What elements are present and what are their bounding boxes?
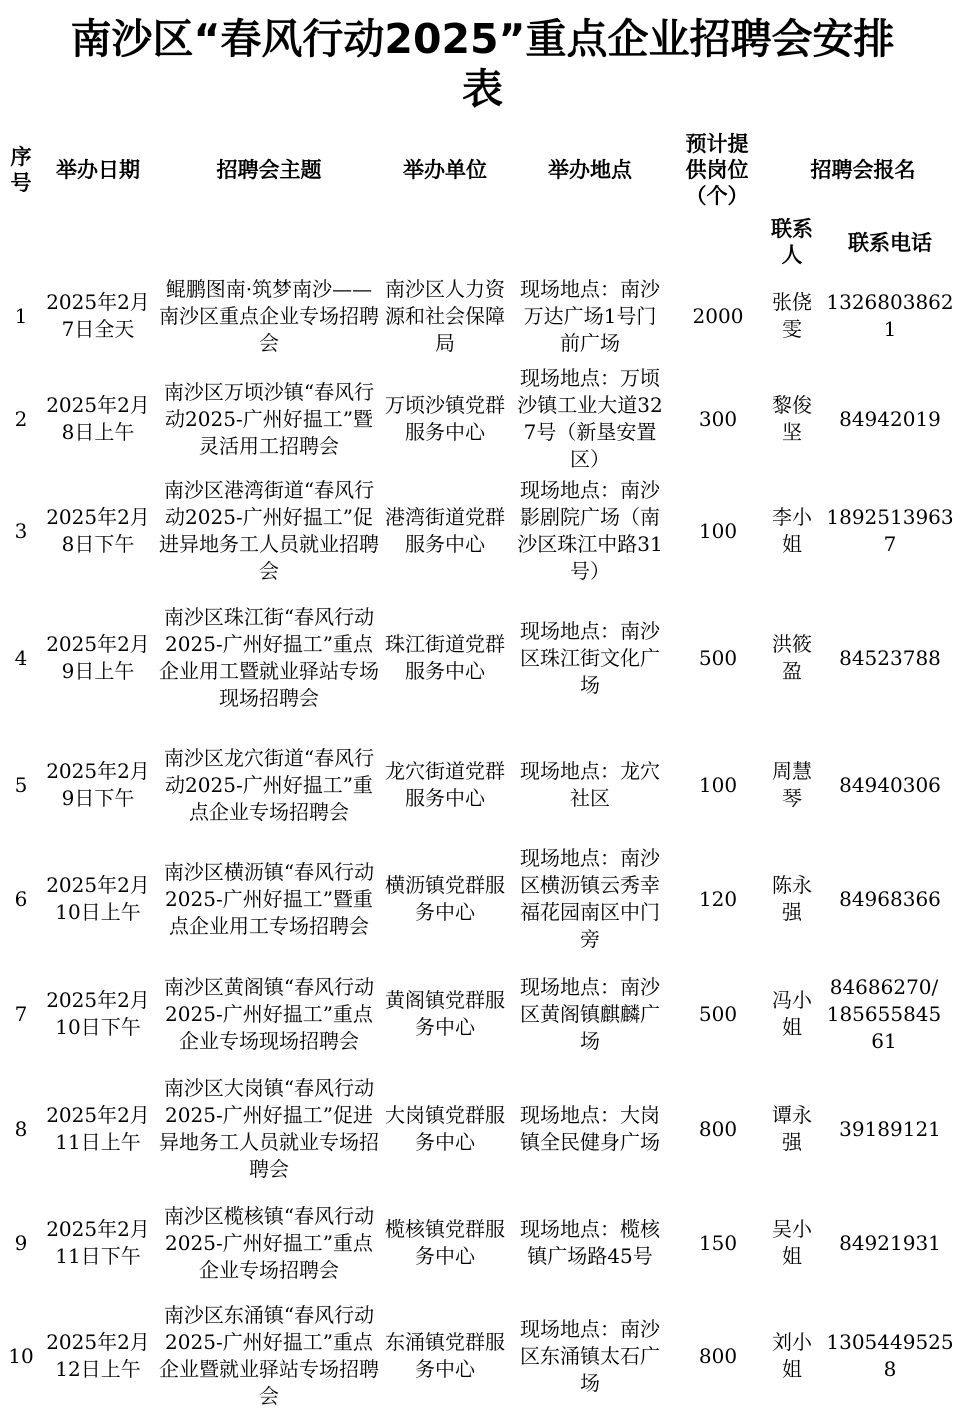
cell-phone: 13268038621	[826, 290, 954, 341]
cell-positions: 800	[698, 1116, 738, 1141]
cell-location: 现场地点：南沙区横沥镇云秀幸福花园南区中门旁	[520, 846, 660, 951]
cell-seq: 9	[14, 1230, 28, 1255]
cell-org: 港湾街道党群服务中心	[385, 505, 505, 556]
cell-location: 现场地点：南沙区黄阁镇麒麟广场	[520, 974, 660, 1053]
cell-theme: 南沙区横沥镇“春风行动2025-广州好揾工”暨重点企业用工专场招聘会	[163, 859, 375, 938]
cell-theme: 南沙区黄阁镇“春风行动2025-广州好揾工”重点企业专场现场招聘会	[163, 974, 375, 1053]
cell-seq: 7	[14, 1001, 28, 1026]
header-positions: 预计提供岗位（个）	[685, 132, 749, 208]
cell-positions: 800	[698, 1343, 738, 1368]
cell-positions: 150	[698, 1230, 738, 1255]
cell-seq: 10	[8, 1343, 34, 1368]
cell-org: 榄核镇党群服务中心	[385, 1217, 505, 1268]
cell-location: 现场地点：南沙影剧院广场（南沙区珠江中路31号）	[517, 478, 663, 583]
cell-org: 南沙区人力资源和社会保障局	[385, 276, 505, 355]
cell-positions: 100	[698, 518, 738, 543]
cell-theme: 鲲鹏图南·筑梦南沙——南沙区重点企业专场招聘会	[159, 276, 379, 355]
cell-phone: 84523788	[839, 645, 941, 670]
cell-date: 2025年2月10日下午	[46, 988, 150, 1039]
cell-contact: 黎俊坚	[772, 393, 812, 444]
cell-theme: 南沙区万顷沙镇“春风行动2025-广州好揾工”暨灵活用工招聘会	[163, 379, 375, 458]
cell-location: 现场地点：南沙万达广场1号门前广场	[520, 276, 660, 355]
cell-seq: 6	[14, 886, 28, 911]
cell-org: 龙穴街道党群服务中心	[385, 759, 505, 810]
header-theme: 招聘会主题	[216, 158, 322, 182]
cell-contact: 冯小姐	[772, 988, 812, 1039]
cell-positions: 300	[698, 406, 738, 431]
cell-contact: 陈永强	[772, 873, 812, 924]
cell-org: 黄阁镇党群服务中心	[385, 988, 505, 1039]
cell-contact: 刘小姐	[772, 1330, 812, 1381]
cell-positions: 120	[698, 886, 738, 911]
cell-org: 珠江街道党群服务中心	[385, 632, 505, 683]
cell-location: 现场地点：龙穴社区	[520, 759, 660, 810]
header-contact: 联系人	[771, 217, 813, 267]
header-org: 举办单位	[403, 158, 487, 182]
cell-phone: 13054495258	[826, 1330, 954, 1381]
cell-theme: 南沙区东涌镇“春风行动2025-广州好揾工”重点企业暨就业驿站专场招聘会	[159, 1303, 379, 1408]
cell-contact: 谭永强	[772, 1103, 812, 1154]
header-date: 举办日期	[56, 158, 140, 182]
cell-location: 现场地点：榄核镇广场路45号	[520, 1217, 660, 1268]
header-phone: 联系电话	[848, 231, 932, 255]
cell-location: 现场地点：南沙区珠江街文化广场	[520, 618, 660, 697]
cell-date: 2025年2月8日上午	[46, 393, 150, 444]
cell-theme: 南沙区大岗镇“春风行动2025-广州好揾工”促进异地务工人员就业专场招聘会	[159, 1076, 379, 1181]
page-title-line-2: 表	[462, 65, 503, 113]
cell-contact: 吴小姐	[772, 1217, 812, 1268]
cell-theme: 南沙区港湾街道“春风行动2025-广州好揾工”促进异地务工人员就业招聘会	[159, 478, 379, 583]
cell-seq: 2	[14, 406, 28, 431]
cell-contact: 张侥雯	[772, 290, 812, 341]
cell-phone: 84940306	[839, 772, 941, 797]
cell-positions: 500	[698, 1001, 738, 1026]
cell-date: 2025年2月7日全天	[46, 290, 150, 341]
cell-location: 现场地点：万顷沙镇工业大道327号（新垦安置区）	[517, 366, 663, 471]
page-title	[0, 14, 965, 114]
cell-date: 2025年2月10日上午	[46, 873, 150, 924]
cell-contact: 周慧琴	[772, 759, 812, 810]
cell-theme: 南沙区珠江街“春风行动2025-广州好揾工”重点企业用工暨就业驿站专场现场招聘会	[159, 605, 379, 710]
header-signup: 招聘会报名	[810, 158, 916, 182]
cell-location: 现场地点：南沙区东涌镇太石广场	[520, 1316, 660, 1395]
cell-positions: 500	[698, 645, 738, 670]
cell-seq: 4	[14, 645, 28, 670]
cell-phone: 84968366	[839, 886, 941, 911]
cell-date: 2025年2月11日下午	[46, 1217, 150, 1268]
cell-date: 2025年2月12日上午	[46, 1330, 150, 1381]
cell-seq: 1	[14, 303, 28, 328]
cell-date: 2025年2月9日上午	[46, 632, 150, 683]
cell-positions: 100	[698, 772, 738, 797]
cell-org: 万顷沙镇党群服务中心	[385, 393, 505, 444]
cell-phone: 39189121	[839, 1116, 941, 1141]
page-title-line-1: 南沙区“春风行动2025”重点企业招聘会安排	[70, 15, 895, 63]
cell-location: 现场地点：大岗镇全民健身广场	[520, 1103, 660, 1154]
header-seq: 序号	[10, 145, 32, 195]
cell-theme: 南沙区龙穴街道“春风行动2025-广州好揾工”重点企业专场招聘会	[163, 745, 375, 824]
cell-date: 2025年2月11日上午	[46, 1103, 150, 1154]
cell-date: 2025年2月8日下午	[46, 505, 150, 556]
cell-phone: 18925139637	[826, 505, 954, 556]
cell-theme: 南沙区榄核镇“春风行动2025-广州好揾工”重点企业专场招聘会	[163, 1203, 375, 1282]
cell-seq: 8	[14, 1116, 28, 1141]
cell-date: 2025年2月9日下午	[46, 759, 150, 810]
cell-org: 东涌镇党群服务中心	[385, 1330, 505, 1381]
cell-contact: 李小姐	[772, 505, 812, 556]
cell-seq: 3	[14, 518, 28, 543]
cell-phone: 84686270/18565584561	[826, 974, 942, 1053]
cell-seq: 5	[14, 772, 28, 797]
cell-contact: 洪筱盈	[772, 632, 812, 683]
cell-positions: 2000	[692, 303, 744, 328]
cell-org: 横沥镇党群服务中心	[385, 873, 505, 924]
header-location: 举办地点	[548, 158, 632, 182]
cell-phone: 84921931	[839, 1230, 941, 1255]
cell-org: 大岗镇党群服务中心	[385, 1103, 505, 1154]
cell-phone: 84942019	[839, 406, 941, 431]
